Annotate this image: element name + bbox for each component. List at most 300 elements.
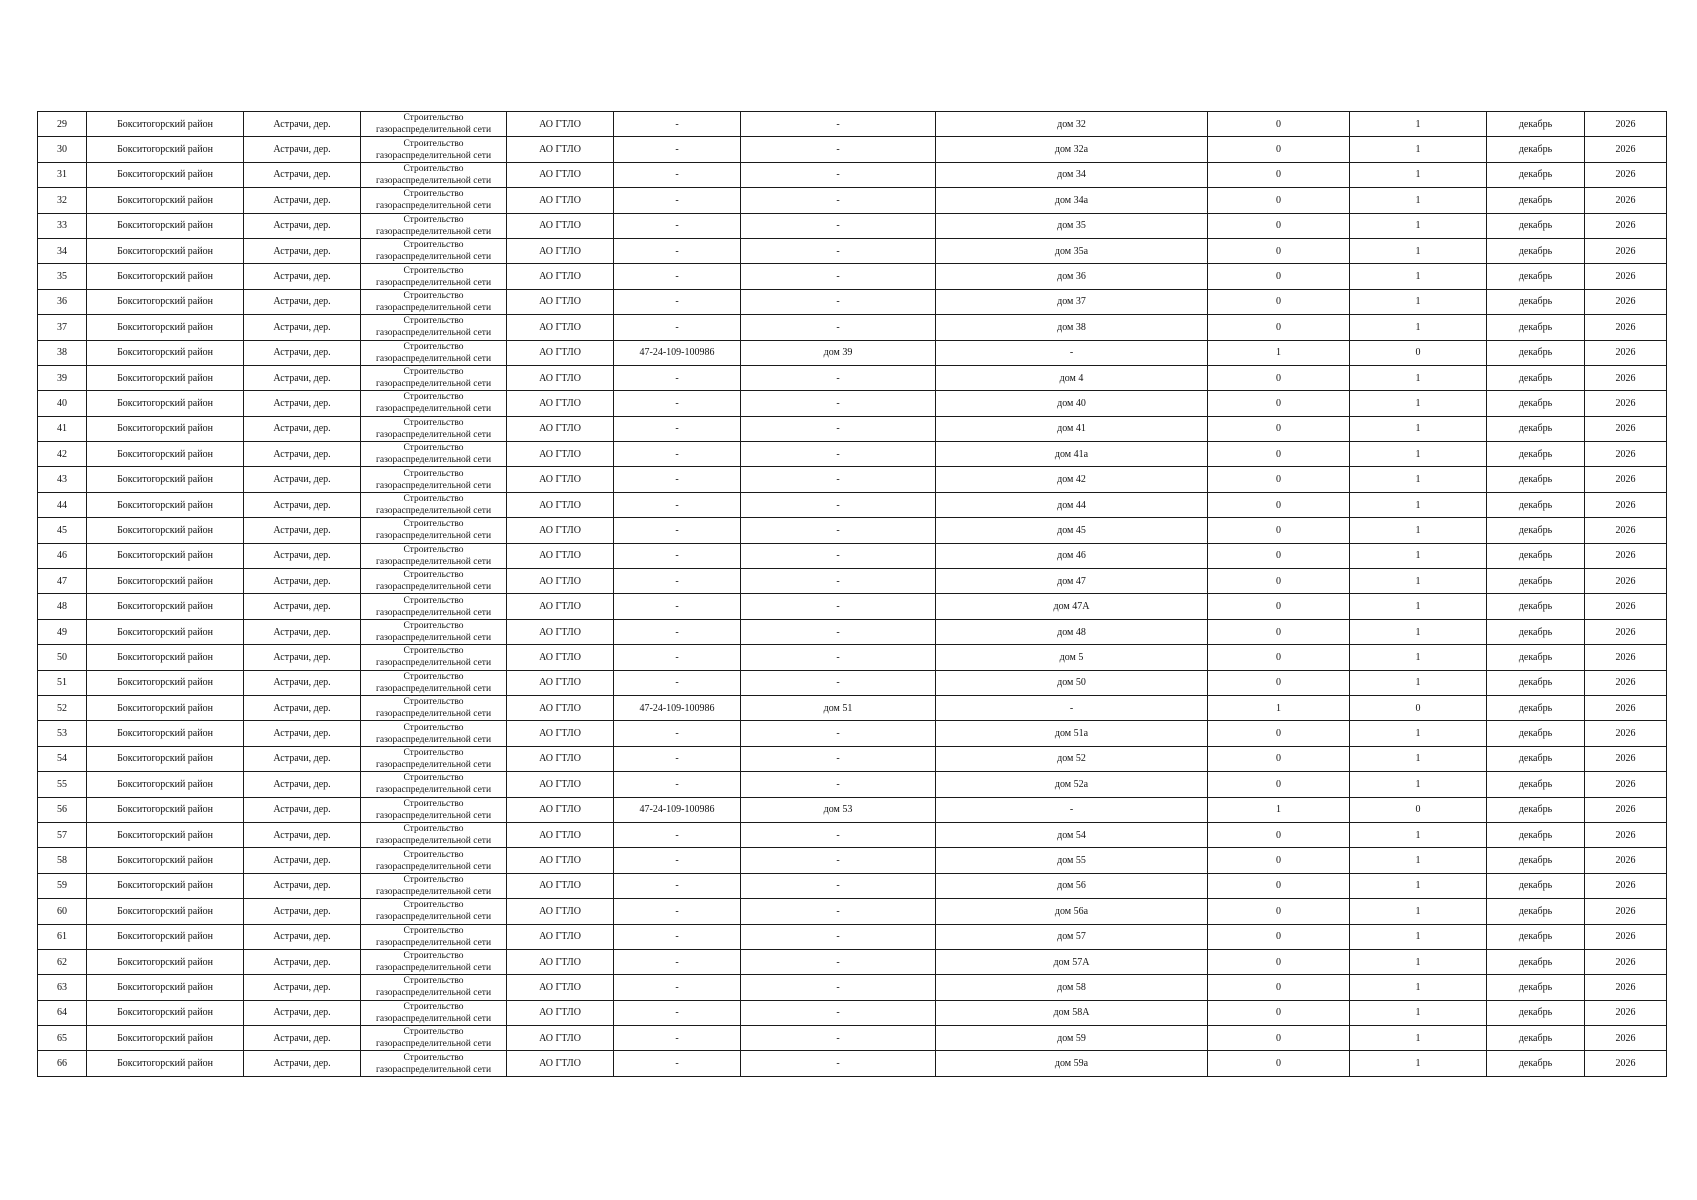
settlement-cell: Астрачи, дер. — [244, 569, 361, 594]
organization-cell: АО ГТЛО — [507, 492, 614, 517]
cadastral-number-cell: - — [614, 543, 741, 568]
cadastral-number-cell: - — [614, 238, 741, 263]
cadastral-number-cell: - — [614, 619, 741, 644]
object-address-cell: - — [741, 594, 936, 619]
row-number-cell: 62 — [38, 949, 87, 974]
month-cell: декабрь — [1487, 975, 1585, 1000]
settlement-cell: Астрачи, дер. — [244, 467, 361, 492]
object-address-cell: - — [741, 289, 936, 314]
count-a-cell: 0 — [1208, 289, 1350, 314]
district-cell: Бокситогорский район — [87, 543, 244, 568]
work-type-cell: Строительство газораспределительной сети — [361, 264, 507, 289]
organization-cell: АО ГТЛО — [507, 772, 614, 797]
house-cell: дом 35а — [936, 238, 1208, 263]
count-b-cell: 1 — [1350, 645, 1487, 670]
year-cell: 2026 — [1585, 1051, 1667, 1076]
count-b-cell: 1 — [1350, 1051, 1487, 1076]
object-address-cell: - — [741, 848, 936, 873]
row-number-cell: 46 — [38, 543, 87, 568]
settlement-cell: Астрачи, дер. — [244, 492, 361, 517]
table-row — [38, 492, 1667, 517]
table-row — [38, 822, 1667, 847]
organization-cell: АО ГТЛО — [507, 315, 614, 340]
house-cell: дом 50 — [936, 670, 1208, 695]
settlement-cell: Астрачи, дер. — [244, 772, 361, 797]
count-b-cell: 1 — [1350, 822, 1487, 847]
row-number-cell: 44 — [38, 492, 87, 517]
row-number-cell: 55 — [38, 772, 87, 797]
work-type-cell: Строительство газораспределительной сети — [361, 670, 507, 695]
count-a-cell: 0 — [1208, 873, 1350, 898]
object-address-cell: - — [741, 238, 936, 263]
table-row — [38, 924, 1667, 949]
organization-cell: АО ГТЛО — [507, 899, 614, 924]
month-cell: декабрь — [1487, 848, 1585, 873]
count-b-cell: 1 — [1350, 873, 1487, 898]
row-number-cell: 40 — [38, 391, 87, 416]
table-row — [38, 848, 1667, 873]
month-cell: декабрь — [1487, 492, 1585, 517]
cadastral-number-cell: - — [614, 569, 741, 594]
count-a-cell: 0 — [1208, 1051, 1350, 1076]
organization-cell: АО ГТЛО — [507, 442, 614, 467]
cadastral-number-cell: - — [614, 162, 741, 187]
cadastral-number-cell: - — [614, 442, 741, 467]
settlement-cell: Астрачи, дер. — [244, 1026, 361, 1051]
table-row — [38, 695, 1667, 720]
object-address-cell: - — [741, 518, 936, 543]
year-cell: 2026 — [1585, 569, 1667, 594]
organization-cell: АО ГТЛО — [507, 365, 614, 390]
cadastral-number-cell: - — [614, 289, 741, 314]
district-cell: Бокситогорский район — [87, 289, 244, 314]
work-type-cell: Строительство газораспределительной сети — [361, 442, 507, 467]
year-cell: 2026 — [1585, 416, 1667, 441]
row-number-cell: 43 — [38, 467, 87, 492]
count-a-cell: 0 — [1208, 924, 1350, 949]
month-cell: декабрь — [1487, 188, 1585, 213]
month-cell: декабрь — [1487, 213, 1585, 238]
table-row — [38, 416, 1667, 441]
settlement-cell: Астрачи, дер. — [244, 162, 361, 187]
district-cell: Бокситогорский район — [87, 924, 244, 949]
district-cell: Бокситогорский район — [87, 340, 244, 365]
count-b-cell: 1 — [1350, 899, 1487, 924]
row-number-cell: 37 — [38, 315, 87, 340]
count-b-cell: 1 — [1350, 975, 1487, 1000]
table-row — [38, 391, 1667, 416]
cadastral-number-cell: - — [614, 1026, 741, 1051]
count-a-cell: 0 — [1208, 848, 1350, 873]
table-row — [38, 975, 1667, 1000]
month-cell: декабрь — [1487, 442, 1585, 467]
month-cell: декабрь — [1487, 264, 1585, 289]
row-number-cell: 30 — [38, 137, 87, 162]
cadastral-number-cell: - — [614, 467, 741, 492]
month-cell: декабрь — [1487, 619, 1585, 644]
house-cell: дом 41а — [936, 442, 1208, 467]
month-cell: декабрь — [1487, 1026, 1585, 1051]
district-cell: Бокситогорский район — [87, 746, 244, 771]
object-address-cell: дом 53 — [741, 797, 936, 822]
count-a-cell: 0 — [1208, 822, 1350, 847]
year-cell: 2026 — [1585, 594, 1667, 619]
district-cell: Бокситогорский район — [87, 188, 244, 213]
district-cell: Бокситогорский район — [87, 797, 244, 822]
house-cell: дом 5 — [936, 645, 1208, 670]
district-cell: Бокситогорский район — [87, 822, 244, 847]
district-cell: Бокситогорский район — [87, 315, 244, 340]
settlement-cell: Астрачи, дер. — [244, 1051, 361, 1076]
work-type-cell: Строительство газораспределительной сети — [361, 899, 507, 924]
organization-cell: АО ГТЛО — [507, 797, 614, 822]
work-type-cell: Строительство газораспределительной сети — [361, 645, 507, 670]
object-address-cell: - — [741, 315, 936, 340]
row-number-cell: 42 — [38, 442, 87, 467]
table-row — [38, 594, 1667, 619]
organization-cell: АО ГТЛО — [507, 416, 614, 441]
count-a-cell: 0 — [1208, 264, 1350, 289]
district-cell: Бокситогорский район — [87, 467, 244, 492]
year-cell: 2026 — [1585, 543, 1667, 568]
count-b-cell: 1 — [1350, 619, 1487, 644]
year-cell: 2026 — [1585, 442, 1667, 467]
house-cell: дом 42 — [936, 467, 1208, 492]
work-type-cell: Строительство газораспределительной сети — [361, 1000, 507, 1025]
count-a-cell: 0 — [1208, 645, 1350, 670]
house-cell: дом 41 — [936, 416, 1208, 441]
table-row — [38, 873, 1667, 898]
cadastral-number-cell: - — [614, 873, 741, 898]
year-cell: 2026 — [1585, 137, 1667, 162]
district-cell: Бокситогорский район — [87, 416, 244, 441]
count-a-cell: 1 — [1208, 695, 1350, 720]
year-cell: 2026 — [1585, 213, 1667, 238]
house-cell: дом 45 — [936, 518, 1208, 543]
settlement-cell: Астрачи, дер. — [244, 848, 361, 873]
district-cell: Бокситогорский район — [87, 594, 244, 619]
organization-cell: АО ГТЛО — [507, 391, 614, 416]
organization-cell: АО ГТЛО — [507, 543, 614, 568]
cadastral-number-cell: - — [614, 949, 741, 974]
cadastral-number-cell: - — [614, 492, 741, 517]
count-a-cell: 0 — [1208, 772, 1350, 797]
row-number-cell: 34 — [38, 238, 87, 263]
district-cell: Бокситогорский район — [87, 873, 244, 898]
month-cell: декабрь — [1487, 772, 1585, 797]
object-address-cell: - — [741, 137, 936, 162]
cadastral-number-cell: - — [614, 594, 741, 619]
row-number-cell: 52 — [38, 695, 87, 720]
house-cell: дом 56а — [936, 899, 1208, 924]
count-b-cell: 1 — [1350, 416, 1487, 441]
district-cell: Бокситогорский район — [87, 391, 244, 416]
district-cell: Бокситогорский район — [87, 848, 244, 873]
object-address-cell: - — [741, 442, 936, 467]
row-number-cell: 41 — [38, 416, 87, 441]
month-cell: декабрь — [1487, 924, 1585, 949]
count-b-cell: 1 — [1350, 442, 1487, 467]
district-cell: Бокситогорский район — [87, 619, 244, 644]
work-type-cell: Строительство газораспределительной сети — [361, 467, 507, 492]
row-number-cell: 48 — [38, 594, 87, 619]
cadastral-number-cell: - — [614, 721, 741, 746]
row-number-cell: 54 — [38, 746, 87, 771]
count-b-cell: 1 — [1350, 721, 1487, 746]
work-type-cell: Строительство газораспределительной сети — [361, 112, 507, 137]
table-row — [38, 569, 1667, 594]
count-b-cell: 1 — [1350, 1026, 1487, 1051]
object-address-cell: - — [741, 543, 936, 568]
settlement-cell: Астрачи, дер. — [244, 822, 361, 847]
house-cell: дом 51а — [936, 721, 1208, 746]
object-address-cell: - — [741, 949, 936, 974]
cadastral-number-cell: - — [614, 315, 741, 340]
count-a-cell: 0 — [1208, 416, 1350, 441]
year-cell: 2026 — [1585, 238, 1667, 263]
house-cell: дом 59 — [936, 1026, 1208, 1051]
count-a-cell: 0 — [1208, 670, 1350, 695]
count-a-cell: 0 — [1208, 949, 1350, 974]
work-type-cell: Строительство газораспределительной сети — [361, 772, 507, 797]
district-cell: Бокситогорский район — [87, 213, 244, 238]
organization-cell: АО ГТЛО — [507, 264, 614, 289]
house-cell: - — [936, 340, 1208, 365]
count-a-cell: 0 — [1208, 1026, 1350, 1051]
organization-cell: АО ГТЛО — [507, 975, 614, 1000]
district-cell: Бокситогорский район — [87, 112, 244, 137]
organization-cell: АО ГТЛО — [507, 594, 614, 619]
organization-cell: АО ГТЛО — [507, 467, 614, 492]
organization-cell: АО ГТЛО — [507, 1051, 614, 1076]
cadastral-number-cell: - — [614, 645, 741, 670]
month-cell: декабрь — [1487, 162, 1585, 187]
count-a-cell: 0 — [1208, 569, 1350, 594]
row-number-cell: 59 — [38, 873, 87, 898]
settlement-cell: Астрачи, дер. — [244, 518, 361, 543]
cadastral-number-cell: - — [614, 848, 741, 873]
settlement-cell: Астрачи, дер. — [244, 391, 361, 416]
row-number-cell: 61 — [38, 924, 87, 949]
month-cell: декабрь — [1487, 949, 1585, 974]
organization-cell: АО ГТЛО — [507, 238, 614, 263]
row-number-cell: 53 — [38, 721, 87, 746]
object-address-cell: - — [741, 1000, 936, 1025]
row-number-cell: 35 — [38, 264, 87, 289]
house-cell: дом 46 — [936, 543, 1208, 568]
object-address-cell: дом 39 — [741, 340, 936, 365]
month-cell: декабрь — [1487, 746, 1585, 771]
cadastral-number-cell: 47-24-109-100986 — [614, 340, 741, 365]
table-row — [38, 645, 1667, 670]
month-cell: декабрь — [1487, 137, 1585, 162]
count-b-cell: 1 — [1350, 137, 1487, 162]
count-b-cell: 0 — [1350, 695, 1487, 720]
cadastral-number-cell: - — [614, 112, 741, 137]
object-address-cell: - — [741, 467, 936, 492]
count-a-cell: 0 — [1208, 543, 1350, 568]
month-cell: декабрь — [1487, 340, 1585, 365]
year-cell: 2026 — [1585, 924, 1667, 949]
settlement-cell: Астрачи, дер. — [244, 949, 361, 974]
settlement-cell: Астрачи, дер. — [244, 797, 361, 822]
count-b-cell: 1 — [1350, 1000, 1487, 1025]
work-type-cell: Строительство газораспределительной сети — [361, 137, 507, 162]
count-b-cell: 1 — [1350, 569, 1487, 594]
district-cell: Бокситогорский район — [87, 695, 244, 720]
month-cell: декабрь — [1487, 899, 1585, 924]
object-address-cell: дом 51 — [741, 695, 936, 720]
settlement-cell: Астрачи, дер. — [244, 137, 361, 162]
year-cell: 2026 — [1585, 899, 1667, 924]
year-cell: 2026 — [1585, 645, 1667, 670]
count-b-cell: 1 — [1350, 670, 1487, 695]
month-cell: декабрь — [1487, 315, 1585, 340]
cadastral-number-cell: 47-24-109-100986 — [614, 695, 741, 720]
organization-cell: АО ГТЛО — [507, 746, 614, 771]
house-cell: дом 57А — [936, 949, 1208, 974]
house-cell: дом 48 — [936, 619, 1208, 644]
work-type-cell: Строительство газораспределительной сети — [361, 1051, 507, 1076]
object-address-cell: - — [741, 873, 936, 898]
work-type-cell: Строительство газораспределительной сети — [361, 1026, 507, 1051]
count-b-cell: 1 — [1350, 594, 1487, 619]
cadastral-number-cell: - — [614, 1051, 741, 1076]
district-cell: Бокситогорский район — [87, 975, 244, 1000]
work-type-cell: Строительство газораспределительной сети — [361, 213, 507, 238]
settlement-cell: Астрачи, дер. — [244, 289, 361, 314]
organization-cell: АО ГТЛО — [507, 619, 614, 644]
object-address-cell: - — [741, 746, 936, 771]
table-row — [38, 264, 1667, 289]
table-row — [38, 238, 1667, 263]
object-address-cell: - — [741, 162, 936, 187]
settlement-cell: Астрачи, дер. — [244, 213, 361, 238]
month-cell: декабрь — [1487, 670, 1585, 695]
district-cell: Бокситогорский район — [87, 772, 244, 797]
settlement-cell: Астрачи, дер. — [244, 442, 361, 467]
house-cell: дом 40 — [936, 391, 1208, 416]
house-cell: дом 57 — [936, 924, 1208, 949]
settlement-cell: Астрачи, дер. — [244, 924, 361, 949]
table-row — [38, 213, 1667, 238]
organization-cell: АО ГТЛО — [507, 137, 614, 162]
count-a-cell: 0 — [1208, 137, 1350, 162]
year-cell: 2026 — [1585, 721, 1667, 746]
work-type-cell: Строительство газораспределительной сети — [361, 975, 507, 1000]
district-cell: Бокситогорский район — [87, 1051, 244, 1076]
cadastral-number-cell: - — [614, 822, 741, 847]
count-a-cell: 1 — [1208, 340, 1350, 365]
house-cell: дом 47А — [936, 594, 1208, 619]
cadastral-number-cell: - — [614, 137, 741, 162]
table-row — [38, 365, 1667, 390]
house-cell: дом 58 — [936, 975, 1208, 1000]
row-number-cell: 45 — [38, 518, 87, 543]
object-address-cell: - — [741, 264, 936, 289]
year-cell: 2026 — [1585, 188, 1667, 213]
work-type-cell: Строительство газораспределительной сети — [361, 619, 507, 644]
house-cell: дом 37 — [936, 289, 1208, 314]
month-cell: декабрь — [1487, 112, 1585, 137]
month-cell: декабрь — [1487, 416, 1585, 441]
object-address-cell: - — [741, 213, 936, 238]
work-type-cell: Строительство газораспределительной сети — [361, 315, 507, 340]
district-cell: Бокситогорский район — [87, 721, 244, 746]
work-type-cell: Строительство газораспределительной сети — [361, 848, 507, 873]
district-cell: Бокситогорский район — [87, 137, 244, 162]
organization-cell: АО ГТЛО — [507, 670, 614, 695]
year-cell: 2026 — [1585, 492, 1667, 517]
count-a-cell: 0 — [1208, 391, 1350, 416]
work-type-cell: Строительство газораспределительной сети — [361, 365, 507, 390]
year-cell: 2026 — [1585, 162, 1667, 187]
settlement-cell: Астрачи, дер. — [244, 746, 361, 771]
count-b-cell: 1 — [1350, 112, 1487, 137]
count-a-cell: 0 — [1208, 315, 1350, 340]
year-cell: 2026 — [1585, 264, 1667, 289]
count-a-cell: 0 — [1208, 188, 1350, 213]
house-cell: дом 47 — [936, 569, 1208, 594]
month-cell: декабрь — [1487, 721, 1585, 746]
object-address-cell: - — [741, 619, 936, 644]
district-cell: Бокситогорский район — [87, 670, 244, 695]
object-address-cell: - — [741, 822, 936, 847]
house-cell: дом 36 — [936, 264, 1208, 289]
object-address-cell: - — [741, 670, 936, 695]
table-row — [38, 315, 1667, 340]
district-cell: Бокситогорский район — [87, 645, 244, 670]
district-cell: Бокситогорский район — [87, 1026, 244, 1051]
row-number-cell: 64 — [38, 1000, 87, 1025]
count-a-cell: 0 — [1208, 899, 1350, 924]
organization-cell: АО ГТЛО — [507, 695, 614, 720]
district-cell: Бокситогорский район — [87, 1000, 244, 1025]
organization-cell: АО ГТЛО — [507, 721, 614, 746]
table-row — [38, 899, 1667, 924]
cadastral-number-cell: - — [614, 975, 741, 1000]
work-type-cell: Строительство газораспределительной сети — [361, 518, 507, 543]
count-b-cell: 1 — [1350, 924, 1487, 949]
object-address-cell: - — [741, 188, 936, 213]
count-b-cell: 1 — [1350, 365, 1487, 390]
district-cell: Бокситогорский район — [87, 518, 244, 543]
organization-cell: АО ГТЛО — [507, 873, 614, 898]
organization-cell: АО ГТЛО — [507, 162, 614, 187]
settlement-cell: Астрачи, дер. — [244, 695, 361, 720]
year-cell: 2026 — [1585, 975, 1667, 1000]
row-number-cell: 49 — [38, 619, 87, 644]
cadastral-number-cell: - — [614, 264, 741, 289]
settlement-cell: Астрачи, дер. — [244, 188, 361, 213]
count-b-cell: 1 — [1350, 238, 1487, 263]
count-a-cell: 0 — [1208, 975, 1350, 1000]
house-cell: дом 4 — [936, 365, 1208, 390]
organization-cell: АО ГТЛО — [507, 188, 614, 213]
month-cell: декабрь — [1487, 238, 1585, 263]
count-b-cell: 1 — [1350, 467, 1487, 492]
work-type-cell: Строительство газораспределительной сети — [361, 340, 507, 365]
month-cell: декабрь — [1487, 1000, 1585, 1025]
count-b-cell: 1 — [1350, 518, 1487, 543]
table-row — [38, 162, 1667, 187]
count-b-cell: 0 — [1350, 797, 1487, 822]
month-cell: декабрь — [1487, 695, 1585, 720]
row-number-cell: 65 — [38, 1026, 87, 1051]
month-cell: декабрь — [1487, 467, 1585, 492]
row-number-cell: 56 — [38, 797, 87, 822]
object-address-cell: - — [741, 492, 936, 517]
